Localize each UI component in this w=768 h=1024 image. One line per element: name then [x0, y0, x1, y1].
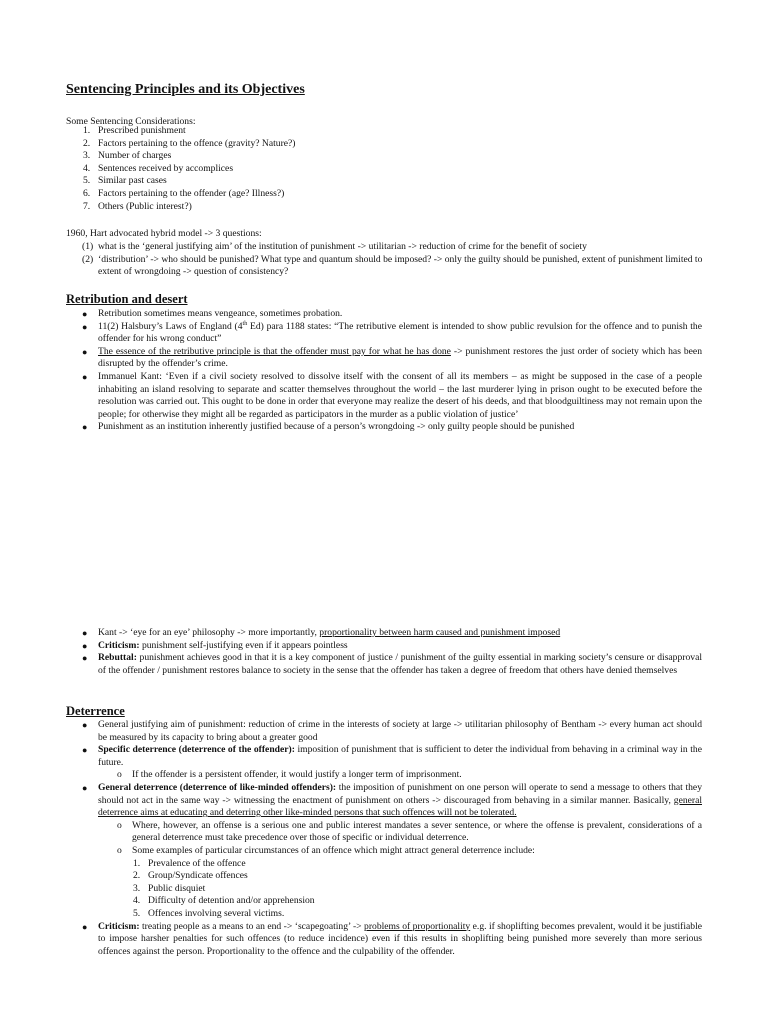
hart-intro: 1960, Hart advocated hybrid model -> 3 questions: — [66, 228, 262, 239]
retribution-heading: Retribution and desert — [66, 292, 188, 306]
hart-questions — [82, 241, 703, 279]
list-item: 3. Number of charges — [83, 150, 172, 162]
page-title: Sentencing Principles and its Objectives — [66, 82, 305, 97]
list-item: ● Specific deterrence (deterrence of the offender): imposition of punishment that is sufficient to deter the individual from behaving in a criminal way in the future. o If the offender is a persistent offender, it would justify a longer term of imprisonment. — [82, 744, 702, 781]
list-item: o Where, however, an offense is a serious one and public interest mandates a sever sentence, or where the offense is prevalent, considerations of a general deterrence must take precedence over those of specific or individual deterrence. — [117, 819, 702, 844]
list-item: 7. Others (Public interest?) — [83, 200, 192, 212]
list-item: 3. Public disquiet — [133, 882, 206, 894]
retribution-list-continued — [82, 627, 702, 677]
list-item: (2) ‘distribution’ -> who should be punished? What type and quantum should be imposed? -> only the guilty should be punished, extent of punishment limited to extent of wrongdoing -> question of consistency? — [82, 253, 703, 278]
circumstances-list — [133, 857, 702, 921]
list-item: 1. Prevalence of the offence — [133, 857, 246, 869]
list-item: ● Immanuel Kant: ‘Even if a civil society resolved to dissolve itself with the consent of all its members – as might be supposed in the case of a people inhabiting an island resolving to separate and scatter themselves throughout the world – the last murderer lying in prison ought to be executed before the resolution was carried out. This ought to be done in order that everyone may realize the desert of his deeds, and that bloodguiltiness may not remain upon the people; for otherwise they might all be regarded as participators in the murder as a public violation of justice’ — [82, 370, 702, 420]
list-item: ● Criticism: treating people as a means to an end -> ‘scapegoating’ -> problems of proportionality e.g. if shoplifting becomes prevalent, would it be justifiable to impose harsher penalties for such offences (to reduce incidence) even if this results in shoplifting being punished more severely than more serious offences against the person. Proportionality to the offence and the culpability of the offender. — [82, 920, 702, 957]
list-item: 6. Factors pertaining to the offender (age? Illness?) — [83, 187, 285, 199]
list-item: ● Kant -> ‘eye for an eye’ philosophy -> more importantly, proportionality between harm caused and punishment imposed — [82, 627, 561, 638]
considerations-list — [83, 125, 718, 213]
specific-deterrence-sublist — [117, 769, 702, 782]
list-item: ● Rebuttal: punishment achieves good in that it is a key component of justice / punishment of the guilty essential in marking society’s censure or disapproval of the offender / punishment restores balance to society in the sense that the offender has taken a degree of freedom that others have denied themselves — [82, 652, 702, 676]
list-item: 5. Similar past cases — [83, 175, 167, 187]
list-item: ● Punishment as an institution inherently justified because of a person’s wrongdoing -> only guilty people should be punished — [82, 421, 575, 433]
deterrence-heading: Deterrence — [66, 704, 125, 718]
list-item: (1) what is the ‘general justifying aim’ of the institution of punishment -> utilitarian -> reduction of crime for the benefit of society — [82, 241, 587, 252]
general-deterrence-sublist — [117, 819, 702, 921]
list-item: ● The essence of the retributive principle is that the offender must pay for what he has done -> punishment restores the just order of society which has been disrupted by the offender’s crime. — [82, 345, 702, 370]
considerations-heading: Some Sentencing Considerations: — [66, 116, 196, 127]
list-item: ● Criticism: punishment self-justifying even if it appears pointless — [82, 639, 348, 651]
list-item: ● General deterrence (deterrence of like-minded offenders): the imposition of punishment on one person will operate to send a message to others that they should not act in the same way -> witnessing the enactment of punishment on others -> discouraged from behaving in a similar manner. Basically, general deterrence aims at educating and deterring other like-minded persons that such offences will not be tolerated. o Where, however, an offense is a serious one and public interest mandates a sever sentence, or where the offense is prevalent, considerations of a general deterrence must take precedence over those of specific or individual deterrence. o Some examples of particular circumstances of an offence which might attract general deterrence include: 1. Prevalence of the offence 2. Group/Syndicate offences 3. Public disquiet 4. Difficulty of detention and/or apprehension 5. Offences involving several victims. — [82, 781, 702, 919]
list-item: 2. Group/Syndicate offences — [133, 870, 248, 882]
retribution-list — [82, 308, 702, 434]
list-item: 5. Offences involving several victims. — [133, 907, 285, 919]
list-item: 4. Sentences received by accomplices — [83, 162, 234, 174]
list-item: o Some examples of particular circumstances of an offence which might attract general deterrence include: 1. Prevalence of the offence 2. Group/Syndicate offences 3. Public disquiet 4. Difficulty of detention and/or apprehension 5. Offences involving several victims. — [132, 845, 702, 921]
list-item: ● Retribution sometimes means vengeance, sometimes probation. — [82, 308, 343, 319]
list-item: 4. Difficulty of detention and/or apprehension — [133, 895, 315, 907]
list-item: ● General justifying aim of punishment: reduction of crime in the interests of society at large -> utilitarian philosophy of Bentham -> every human act should be measured by its capacity to bring about a greater good — [82, 719, 702, 743]
list-item: ● 11(2) Halsbury’s Laws of England (4th Ed) para 1188 states: “The retributive element is intended to show public revulsion for the offence and to punish the offender for his wrong conduct” — [82, 320, 702, 345]
deterrence-list — [82, 719, 702, 958]
list-item: o If the offender is a persistent offender, it would justify a longer term of imprisonment. — [117, 769, 462, 781]
list-item: 2. Factors pertaining to the offence (gravity? Nature?) — [83, 137, 296, 149]
list-item: 1. Prescribed punishment — [83, 125, 186, 136]
